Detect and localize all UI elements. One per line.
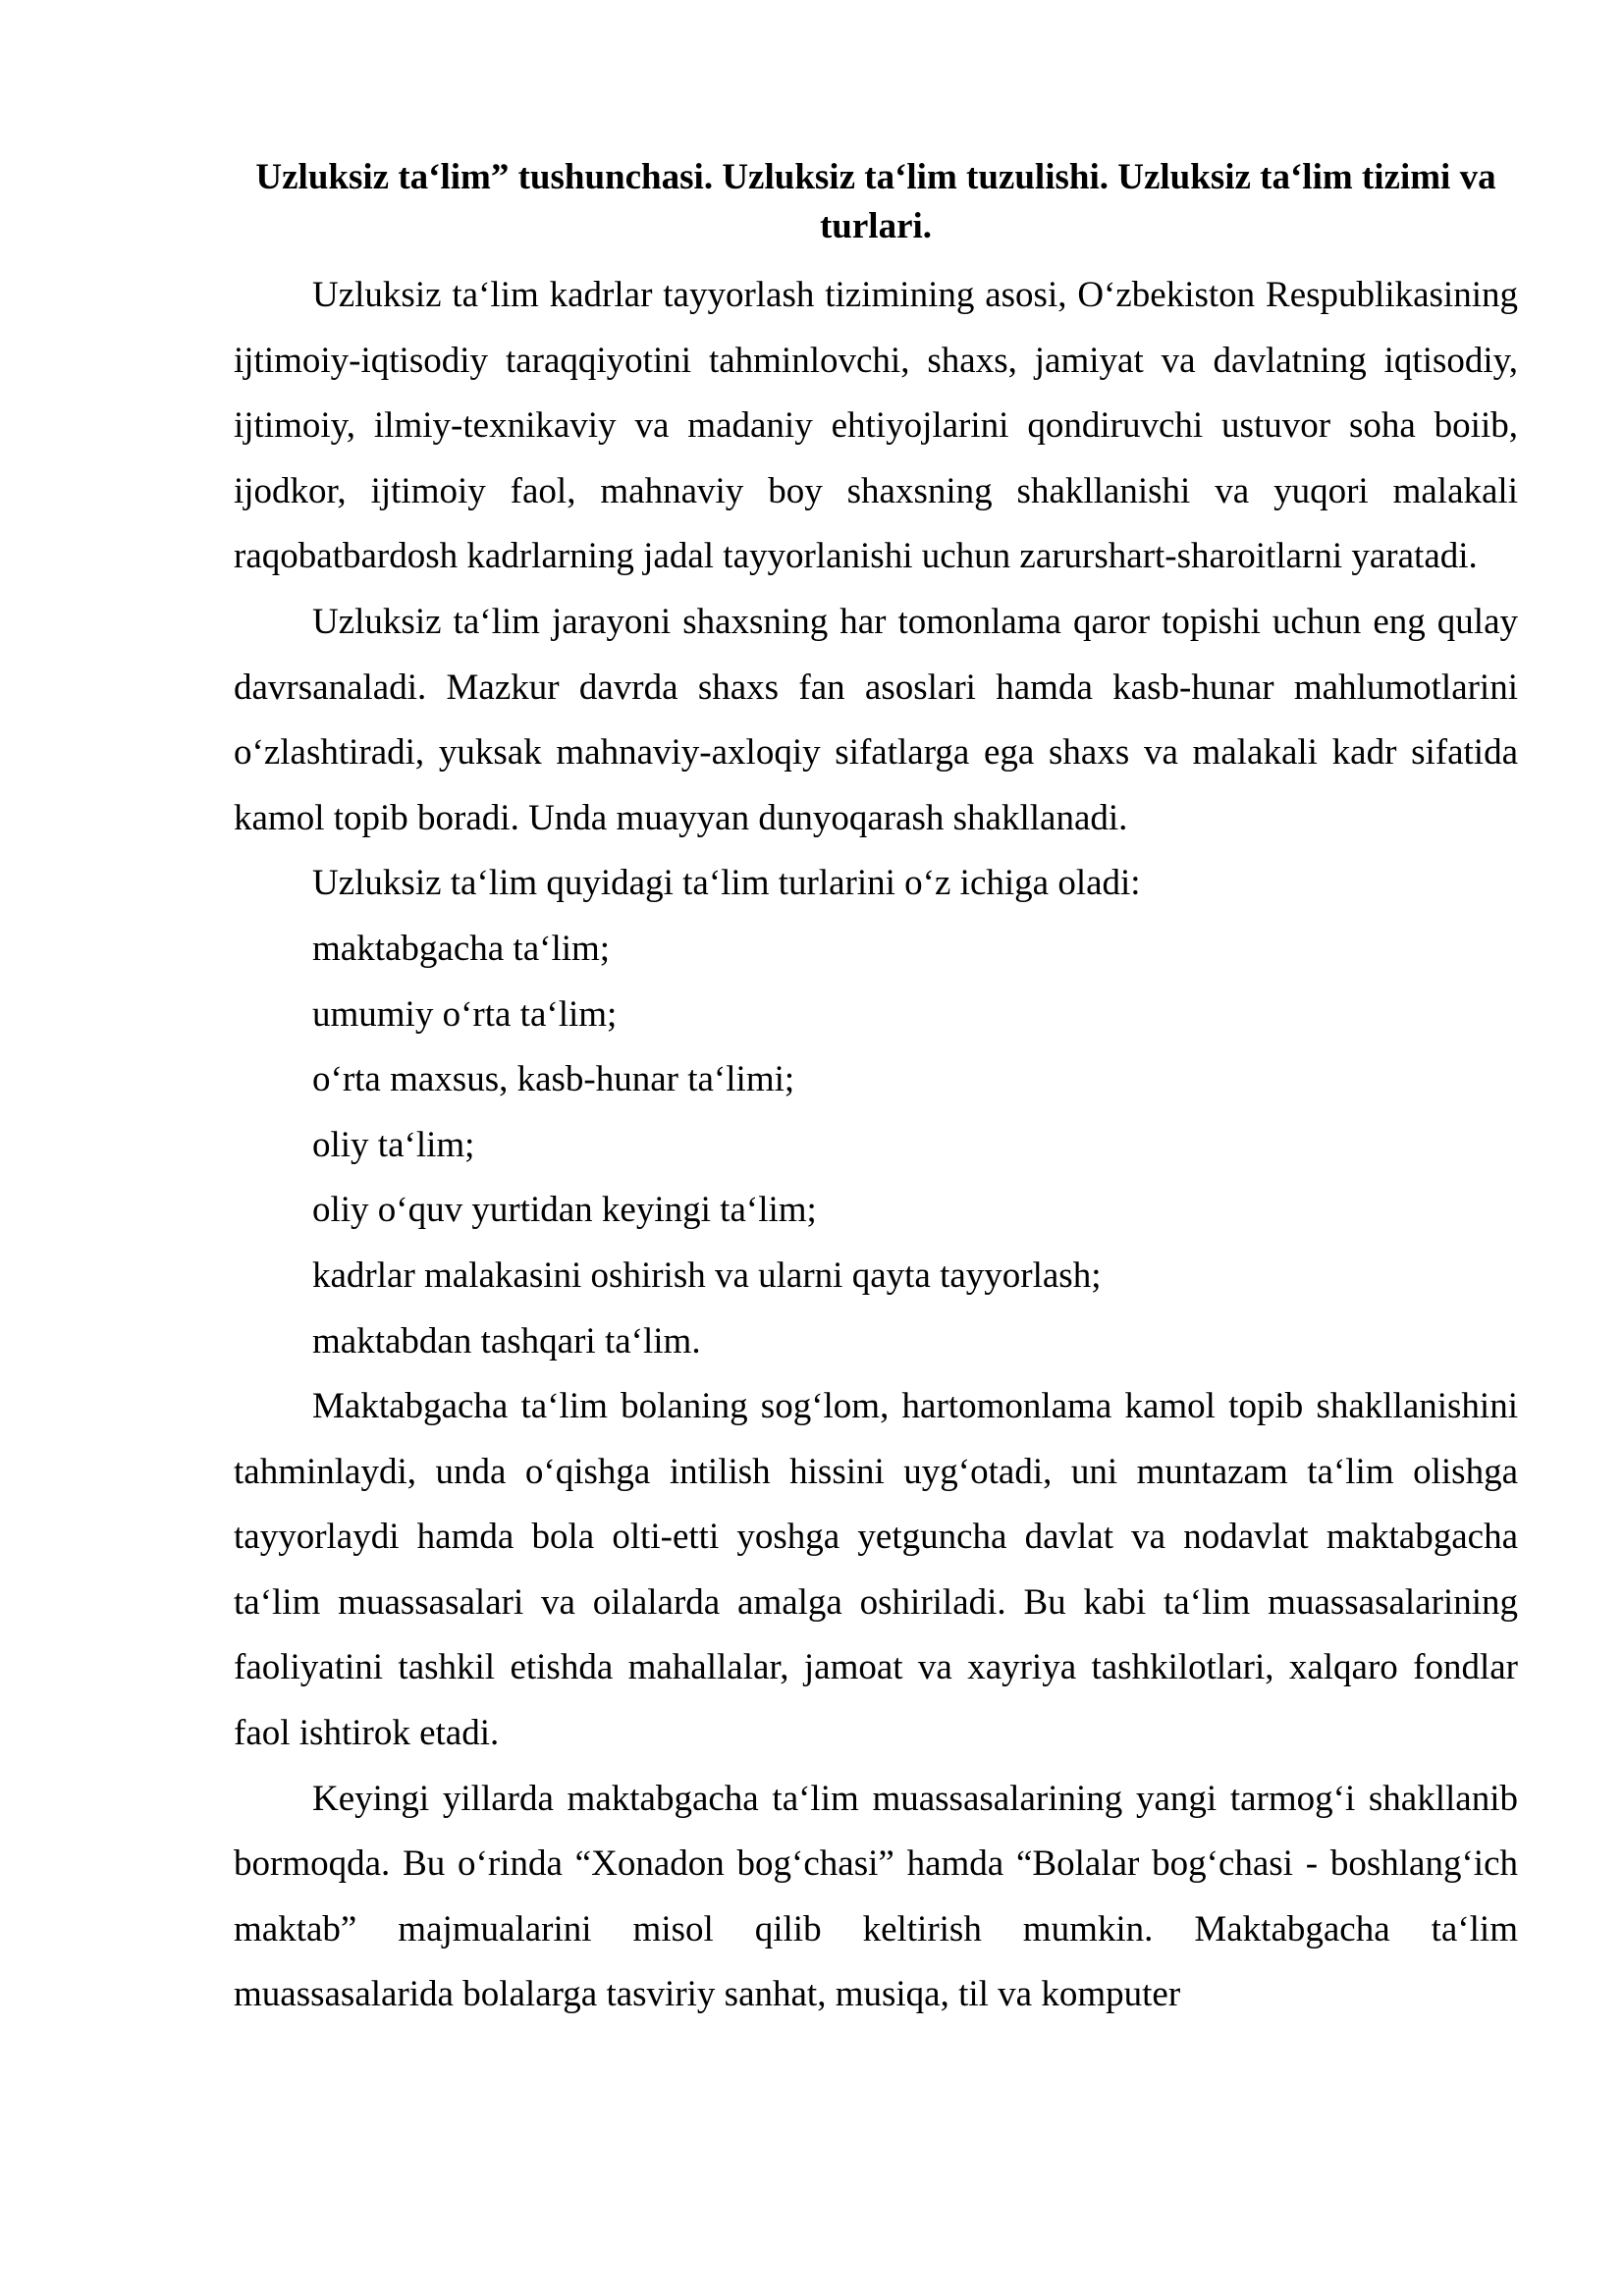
paragraph-preschool-education: Maktabgacha ta‘lim bolaning sog‘lom, hartomonlama kamol topib shakllanishini tahminlaydi, unda o‘qishga intilish hissini uyg‘otadi, uni muntazam ta‘lim olishga tayyorlaydi hamda bola olti-etti yoshga yetguncha davlat va nodavlat maktabgacha ta‘lim muassasalari va oilalarda amalga oshiriladi. Bu kabi ta‘lim muassasalarining faoliyatini tashkil etishda mahallalar, jamoat va xayriya tashkilotlari, xalqaro fondlar faol ishtirok etadi.: [234, 1386, 1518, 1754]
paragraph-education-process: Uzluksiz ta‘lim jarayoni shaxsning har tomonlama qaror topishi uchun eng qulay davrsanaladi. Mazkur davrda shaxs fan asoslari hamda kasb-hunar mahlumotlarini o‘zlashtiradi, yuksak mahnaviy-axloqiy sifatlarga ega shaxs va malakali kadr sifatida kamol topib boradi. Unda muayyan dunyoqarash shakllanadi.: [234, 601, 1518, 838]
list-item: umumiy o‘rta ta‘lim;: [312, 993, 618, 1035]
list-item: o‘rta maxsus, kasb-hunar ta‘limi;: [312, 1059, 795, 1100]
education-types-list: [234, 917, 1518, 1374]
list-item: maktabgacha ta‘lim;: [312, 928, 611, 969]
paragraph-list-intro: Uzluksiz ta‘lim quyidagi ta‘lim turlarini o‘z ichiga oladi:: [312, 863, 1141, 904]
paragraph-continuous-education: Uzluksiz ta‘lim kadrlar tayyorlash tizimining asosi, O‘zbekiston Respublikasining ijtimoiy-iqtisodiy taraqqiyotini tahminlovchi, shaxs, jamiyat va davlatning iqtisodiy, ijtimoiy, ilmiy-texnikaviy va madaniy ehtiyojlarini qondiruvchi ustuvor soha boiib, ijodkor, ijtimoiy faol, mahnaviy boy shaxsning shakllanishi va yuqori malakali raqobatbardosh kadrlarning jadal tayyorlanishi uchun zarurshart-sharoitlarni yaratadi.: [234, 275, 1518, 577]
document-page: [234, 153, 1518, 2028]
paragraph-recent-years: Keyingi yillarda maktabgacha ta‘lim muassasalarining yangi tarmog‘i shakllanib bormoqda. Bu o‘rinda “Xonadon bog‘chasi” hamda “Bolalar bog‘chasi - boshlang‘ich maktab” majmualarini misol qilib keltirish mumkin. Maktabgacha ta‘lim muassasalarida bolalarga tasviriy sanhat, musiqa, til va komputer: [234, 1778, 1518, 2015]
list-item: oliy o‘quv yurtidan keyingi ta‘lim;: [312, 1190, 817, 1231]
list-item: oliy ta‘lim;: [312, 1124, 475, 1165]
document-title: Uzluksiz ta‘lim” tushunchasi. Uzluksiz ta‘lim tuzulishi. Uzluksiz ta‘lim tizimi va turlari.: [255, 157, 1496, 246]
list-item: maktabdan tashqari ta‘lim.: [312, 1320, 701, 1362]
list-item: kadrlar malakasini oshirish va ularni qayta tayyorlash;: [312, 1255, 1102, 1296]
